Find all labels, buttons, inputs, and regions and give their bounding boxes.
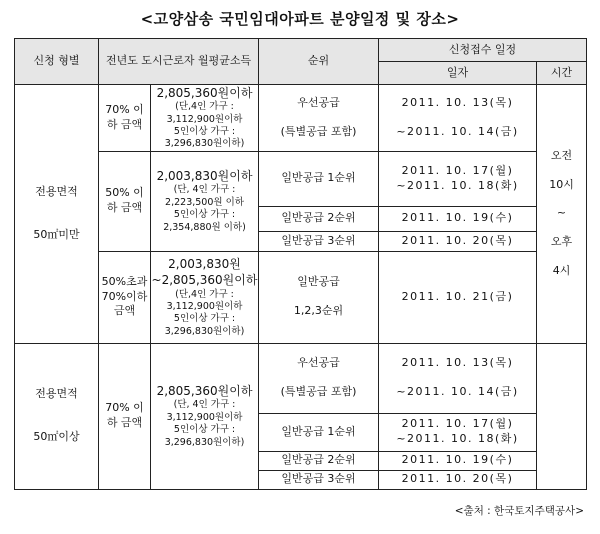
pct-line: 하 금액 <box>106 117 143 131</box>
income-note: 5인이상 가구 : <box>173 313 236 325</box>
pct-cell <box>99 343 151 489</box>
order-cell: 일반공급 2순위 <box>259 206 379 231</box>
order-cell <box>259 85 379 152</box>
date-start: 2011. 10. 13(목) <box>401 356 514 370</box>
time-cell <box>537 85 587 344</box>
pct-line: 70% 이 <box>105 401 144 415</box>
order-cell <box>259 343 379 413</box>
income-note: 3,112,900원이하 <box>166 411 243 423</box>
date-cell: 2011. 10. 20(목) <box>379 470 537 489</box>
order-cell: 일반공급 3순위 <box>259 231 379 251</box>
income-note: 5인이상 가구 : <box>173 125 236 137</box>
time-line: 10시 <box>549 177 574 191</box>
order-label: 우선공급 <box>297 95 340 109</box>
order-cell: 일반공급 2순위 <box>259 451 379 470</box>
pct-cell <box>99 251 151 343</box>
income-note: 3,112,900원이하 <box>166 113 243 125</box>
page-title: <고양삼송 국민임대아파트 분양일정 및 장소> <box>140 10 460 28</box>
date-cell: 2011. 10. 20(목) <box>379 231 537 251</box>
date-start: 2011. 10. 17(월) <box>401 163 514 177</box>
income-limit: 2,003,830원이하 <box>156 169 253 184</box>
income-note: (단,4인 가구 : <box>175 288 234 300</box>
date-cell <box>379 413 537 451</box>
date-start: 2011. 10. 13(목) <box>401 95 514 109</box>
pct-line: 70% 이 <box>105 102 144 116</box>
order-note: (특별공급 포함) <box>280 124 357 138</box>
income-cell <box>151 343 259 489</box>
date-end: ~2011. 10. 14(금) <box>396 124 519 138</box>
date-end: ~2011. 10. 18(화) <box>396 432 519 446</box>
date-cell <box>379 343 537 413</box>
header-date: 일자 <box>379 62 537 85</box>
pct-line: 70%이하 <box>101 289 148 303</box>
pct-line: 하 금액 <box>106 201 143 215</box>
pct-cell <box>99 85 151 152</box>
date-cell: 2011. 10. 19(수) <box>379 206 537 231</box>
order-label: 우선공급 <box>297 356 340 370</box>
time-line: 오후 <box>550 235 573 249</box>
income-limit: 2,003,830원 <box>168 257 241 272</box>
date-end: ~2011. 10. 14(금) <box>396 385 519 399</box>
schedule-table <box>14 38 587 490</box>
type-cell-under-50 <box>15 85 99 344</box>
income-note: (단, 4인 가구 : <box>173 184 236 196</box>
income-note: (단,4인 가구 : <box>175 101 234 113</box>
pct-line: 50%초과 <box>101 274 148 288</box>
order-cell: 일반공급 3순위 <box>259 470 379 489</box>
date-cell: 2011. 10. 19(수) <box>379 451 537 470</box>
income-note: 3,112,900원이하 <box>166 300 243 312</box>
income-note: 2,223,500원 이하 <box>165 196 244 208</box>
time-cell-empty <box>537 343 587 489</box>
order-cell <box>259 251 379 343</box>
type-label: 전용면적 <box>35 387 78 401</box>
type-size: 50㎡미만 <box>33 227 80 241</box>
type-size: 50㎡이상 <box>33 430 80 444</box>
income-note: 5인이상 가구 : <box>173 209 236 221</box>
date-end: ~2011. 10. 18(화) <box>396 178 519 192</box>
time-line: ~ <box>556 206 567 220</box>
time-line: 4시 <box>552 264 571 278</box>
pct-cell <box>99 151 151 251</box>
header-time: 시간 <box>537 62 587 85</box>
income-note: 5인이상 가구 : <box>173 424 236 436</box>
income-note: 3,296,830원이하) <box>164 325 245 337</box>
income-limit: ~2,805,360원이하 <box>151 273 258 288</box>
income-cell <box>151 151 259 251</box>
order-label: 1,2,3순위 <box>293 304 344 318</box>
header-type: 신청 형별 <box>15 39 99 85</box>
date-start: 2011. 10. 17(월) <box>401 417 514 431</box>
source-note: <출처 : 한국토지주택공사> <box>454 505 584 517</box>
income-limit: 2,805,360원이하 <box>156 384 253 399</box>
time-line: 오전 <box>550 148 573 162</box>
order-note: (특별공급 포함) <box>280 385 357 399</box>
income-note: 3,296,830원이하) <box>164 436 245 448</box>
income-cell <box>151 251 259 343</box>
header-order: 순위 <box>259 39 379 85</box>
header-income: 전년도 도시근로자 월평균소득 <box>99 39 259 85</box>
type-label: 전용면적 <box>35 184 78 198</box>
order-label: 일반공급 <box>297 275 340 289</box>
income-note: 3,296,830원이하) <box>164 138 245 150</box>
income-limit: 2,805,360원이하 <box>156 86 253 100</box>
order-cell: 일반공급 1순위 <box>259 413 379 451</box>
order-cell: 일반공급 1순위 <box>259 151 379 206</box>
date-cell <box>379 151 537 206</box>
date-cell <box>379 85 537 152</box>
income-note: 2,354,880원 이하) <box>163 221 246 233</box>
income-cell <box>151 85 259 152</box>
pct-line: 금액 <box>113 304 136 318</box>
pct-line: 하 금액 <box>106 416 143 430</box>
pct-line: 50% 이 <box>105 186 144 200</box>
type-cell-over-50 <box>15 343 99 489</box>
date-cell: 2011. 10. 21(금) <box>379 251 537 343</box>
header-reception: 신청접수 일정 <box>379 39 587 62</box>
income-note: (단, 4인 가구 : <box>173 399 236 411</box>
